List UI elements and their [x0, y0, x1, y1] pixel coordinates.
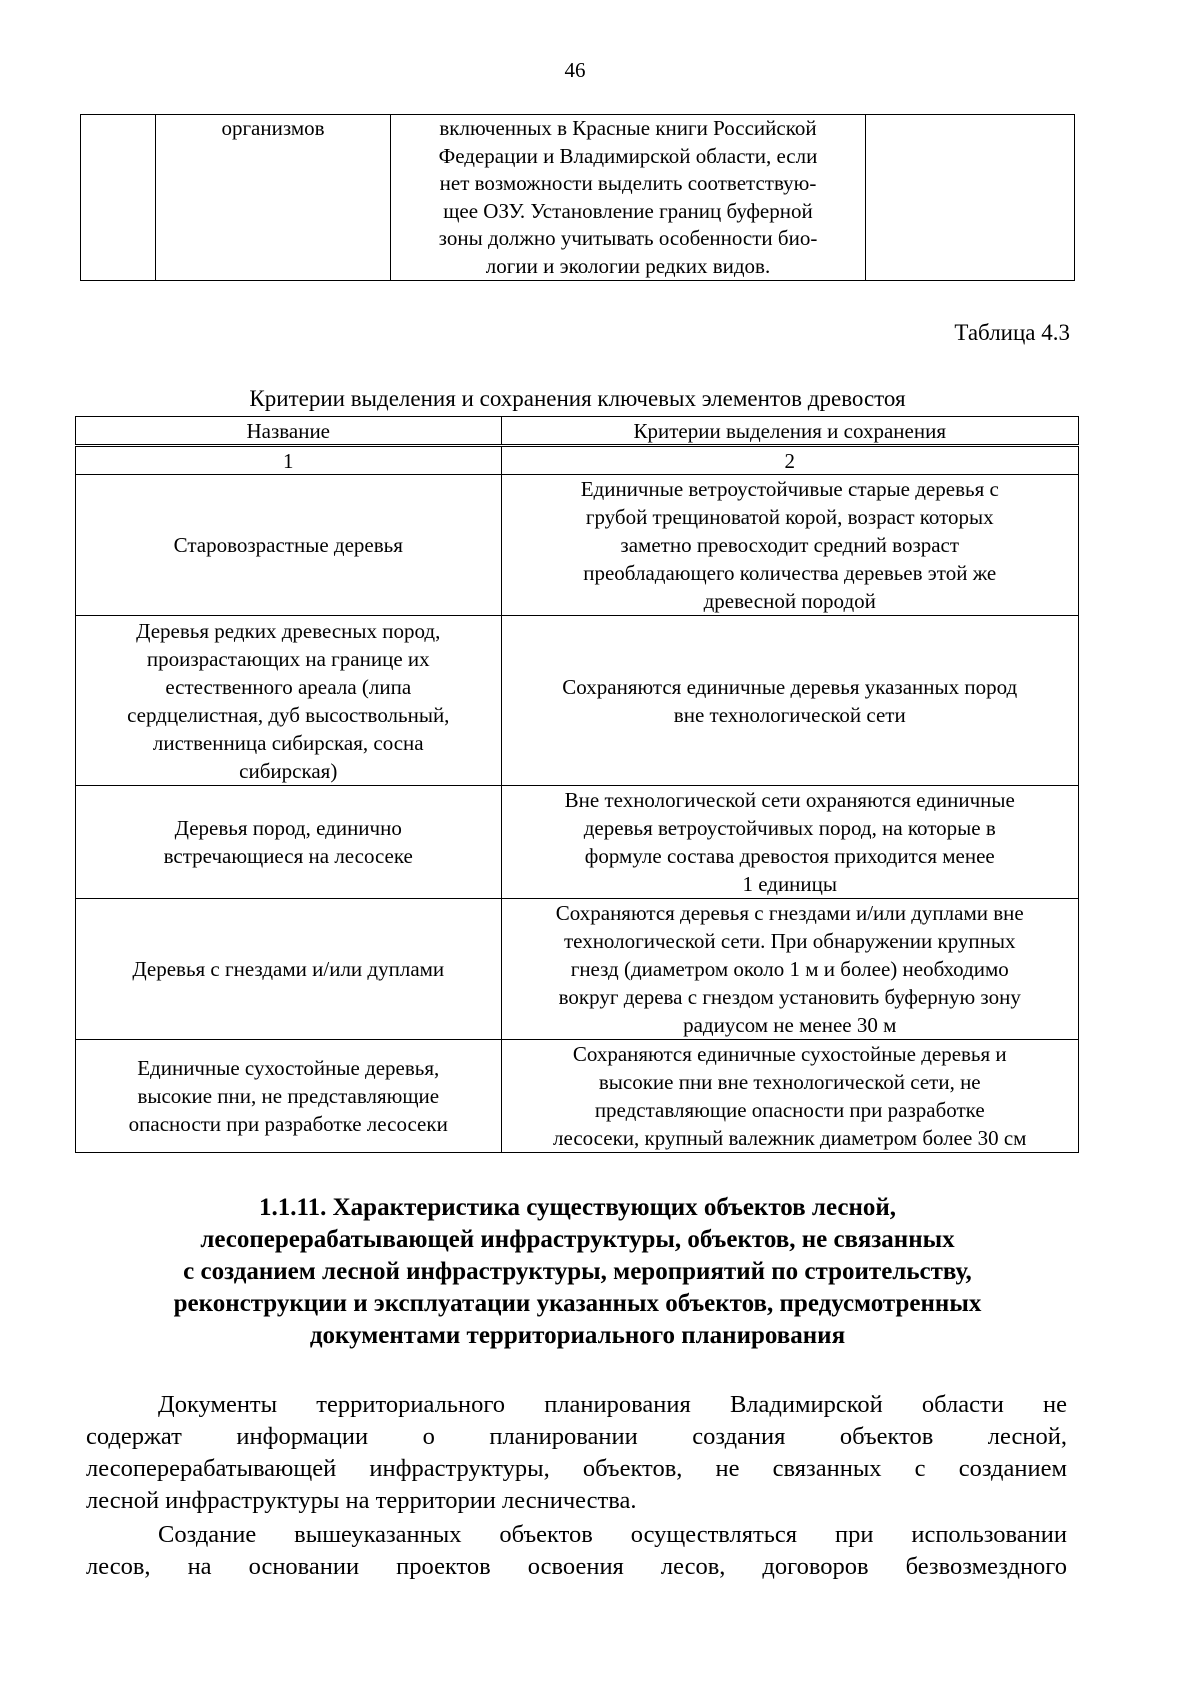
table-header-row	[76, 417, 1079, 446]
row-criteria	[501, 616, 1079, 786]
cell-line: нет возможности выделить соответствую-	[439, 171, 817, 195]
cell-line: Единичные ветроустойчивые старые деревья с	[580, 477, 999, 501]
table-title: Критерии выделения и сохранения ключевых элементов древостоя	[249, 386, 906, 411]
heading-line: документами территориального планирования	[309, 1322, 846, 1349]
row-criteria	[501, 899, 1079, 1040]
cell-line: Деревья с гнездами и/или дуплами	[132, 957, 445, 981]
cell-line: зоны должно учитывать особенности био-	[438, 226, 818, 250]
continued-table	[80, 114, 1075, 281]
heading-line: реконструкции и эксплуатации указанных объектов, предусмотренных	[173, 1290, 982, 1317]
cell-line: Сохраняются деревья с гнездами и/или дуплами вне	[555, 901, 1024, 925]
cell-line: радиусом не менее 30 м	[683, 1013, 897, 1037]
column-number: 2	[501, 446, 1079, 475]
paragraph-line: лесов, на основании проектов освоения лесов, договоров безвозмездного	[86, 1553, 1067, 1580]
header-criteria: Критерии выделения и сохранения	[501, 417, 1079, 446]
cell-line: Сохраняются единичные деревья указанных пород	[562, 674, 1018, 699]
cell-line: включенных в Красные книги Российской	[439, 116, 817, 140]
column-number-row	[76, 446, 1079, 475]
table-row	[76, 786, 1079, 899]
table-row	[76, 1040, 1079, 1153]
cell-line: Единичные сухостойные деревья,	[137, 1056, 440, 1080]
cell-line: щее ОЗУ. Установление границ буферной	[443, 198, 813, 223]
heading-line: лесоперерабатывающей инфраструктуры, объектов, не связанных	[200, 1226, 955, 1253]
row-name	[76, 475, 502, 616]
cell-line: Деревья редких древесных пород,	[136, 618, 441, 643]
paragraph-line: содержат информации о планировании создания объектов лесной,	[86, 1423, 1067, 1450]
table-row	[76, 899, 1079, 1040]
cell-line: древесной породой	[703, 589, 876, 613]
table-row	[76, 475, 1079, 616]
table-label: Таблица 4.3	[954, 320, 1070, 345]
cell-line: деревья ветроустойчивых пород, на которые в	[583, 816, 996, 840]
cell-line: формуле состава древостоя приходится менее	[584, 844, 995, 868]
cell-line: Деревья пород, единично	[174, 816, 402, 840]
row-criteria	[501, 475, 1079, 616]
paragraph	[86, 1519, 1067, 1583]
row-name	[76, 1040, 502, 1153]
page-number: 46	[564, 58, 586, 82]
table-row	[76, 616, 1079, 786]
cell-line: сердцелистная, дуб высоcтвольный,	[127, 702, 450, 727]
cell-line: Вне технологической сети охраняются единичные	[564, 788, 1015, 812]
cell-line: заметно превосходит средний возраст	[620, 533, 960, 557]
cell-line: вне технологической сети	[673, 702, 906, 727]
paragraph-line: Документы территориального планирования Владимирской области не	[158, 1391, 1067, 1418]
paragraph-line: лесоперерабатывающей инфраструктуры, объектов, не связанных с созданием	[86, 1455, 1067, 1482]
cell-line: гнезд (диаметром около 1 м и более) необходимо	[570, 957, 1009, 981]
row-name	[76, 786, 502, 899]
table-cell-number	[81, 115, 156, 281]
cell-line: Старовозрастные деревья	[173, 533, 403, 557]
paragraph	[86, 1389, 1067, 1517]
cell-line: грубой трещиноватой корой, возраст которых	[585, 505, 994, 529]
cell-line: 1 единицы	[742, 872, 838, 896]
cell-line: естественного ареала (липа	[165, 674, 412, 699]
cell-line: произрастающих на границе их	[146, 646, 430, 671]
cell-line: технологической сети. При обнаружении крупных	[563, 929, 1016, 953]
cell-line: опасности при разработке лесосеки	[128, 1112, 448, 1136]
table-cell-object: организмов	[156, 115, 391, 281]
cell-line: сибирская)	[239, 758, 338, 783]
heading-line: с созданием лесной инфраструктуры, мероприятий по строительству,	[183, 1258, 972, 1285]
cell-line: представляющие опасности при разработке	[594, 1098, 985, 1122]
row-name	[76, 899, 502, 1040]
cell-line: Федерации и Владимирской области, если	[438, 143, 818, 168]
row-name	[76, 616, 502, 786]
cell-line: высокие пни, не представляющие	[137, 1084, 440, 1108]
cell-line: лиственница сибирская, сосна	[152, 730, 424, 755]
header-name: Название	[76, 417, 502, 446]
heading-line: 1.1.11. Характеристика существующих объектов лесной,	[259, 1194, 896, 1221]
column-number: 1	[76, 446, 502, 475]
cell-line: высокие пни вне технологической сети, не	[598, 1070, 981, 1094]
row-criteria	[501, 786, 1079, 899]
cell-line: встречающиеся на лесосеке	[163, 844, 413, 868]
row-criteria	[501, 1040, 1079, 1153]
table-cell-description	[391, 115, 866, 281]
cell-line: преобладающего количества деревьев этой же	[583, 561, 997, 585]
cell-line: лесосеки, крупный валежник диаметром более 30 см	[553, 1126, 1027, 1150]
table-row	[81, 115, 1075, 281]
cell-line: Сохраняются единичные сухостойные деревья и	[572, 1042, 1007, 1066]
paragraph-line: Создание вышеуказанных объектов осуществляться при использовании	[158, 1521, 1067, 1548]
cell-line: логии и экологии редких видов.	[485, 253, 771, 278]
paragraph-line: лесной инфраструктуры на территории лесничества.	[86, 1487, 637, 1514]
section-heading	[80, 1192, 1075, 1352]
criteria-table	[75, 416, 1079, 1153]
table-cell-note	[866, 115, 1075, 281]
cell-line: вокруг дерева с гнездом установить буферную зону	[558, 985, 1021, 1009]
